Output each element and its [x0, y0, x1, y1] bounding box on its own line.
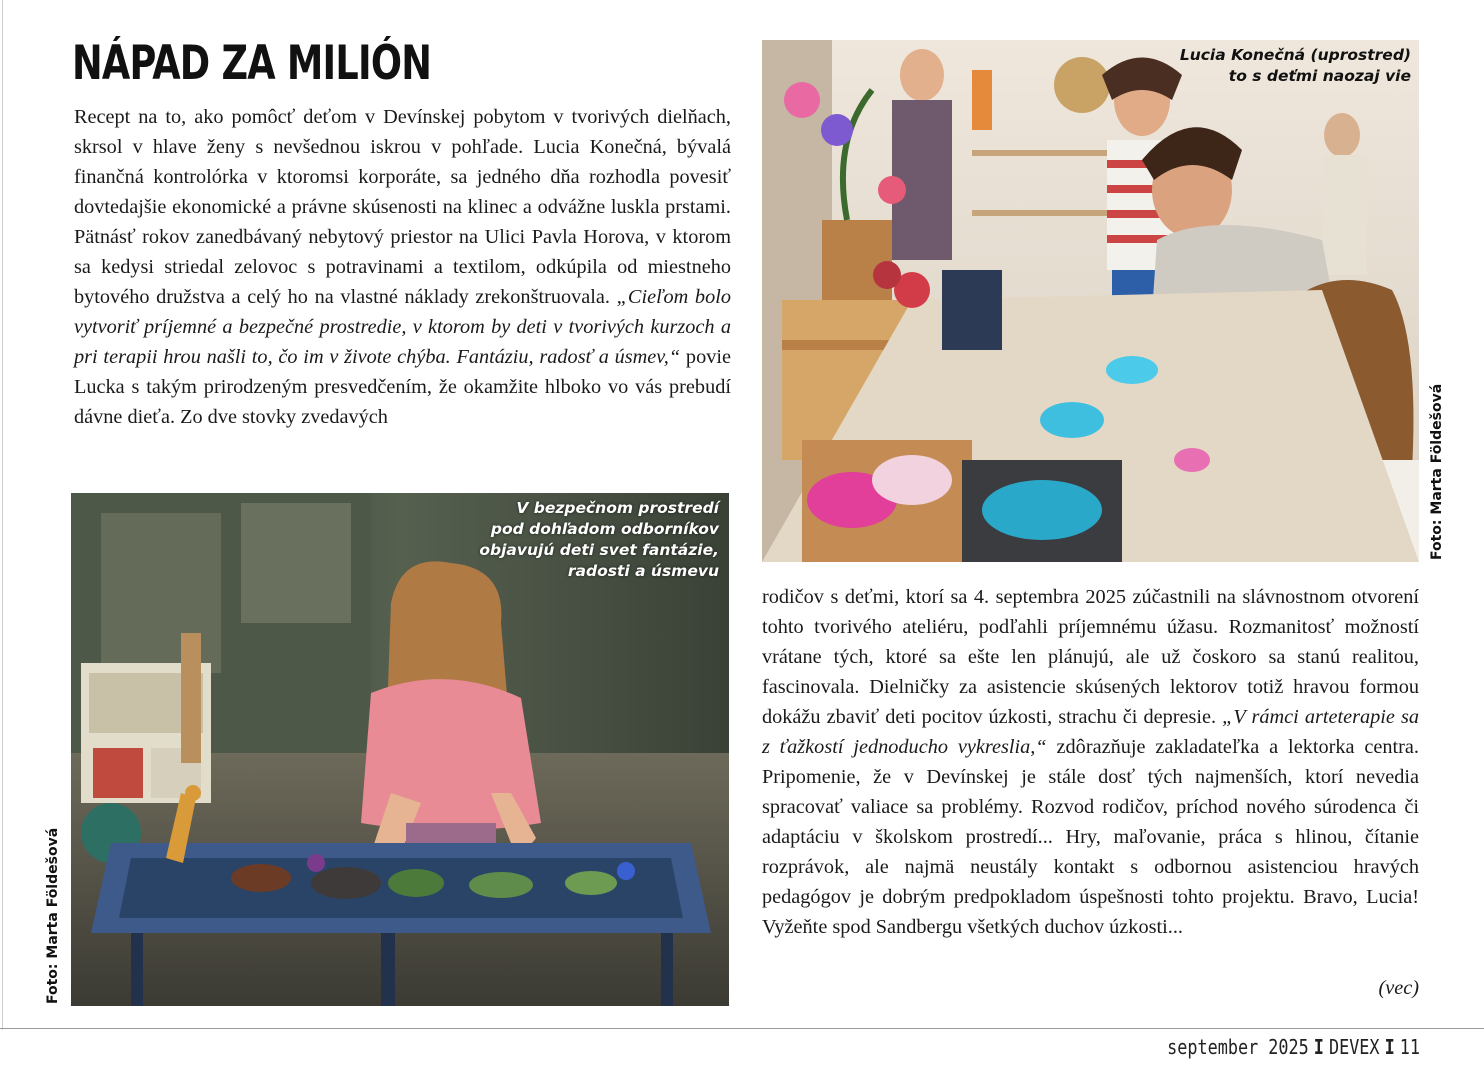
article-column-left [74, 102, 731, 432]
caption-line: radosti a úsmevu [567, 562, 719, 580]
photo-credit-right: Foto: Marta Földešová [1429, 383, 1445, 560]
footer-rule [0, 1028, 1484, 1029]
caption-line: V bezpečnom prostredí [516, 499, 719, 517]
photo-credit-left: Foto: Marta Földešová [45, 827, 61, 1004]
page-number: 11 [1399, 1035, 1420, 1059]
caption-line: to s deťmi naozaj vie [1228, 67, 1411, 85]
caption-line: Lucia Konečná (uprostred) [1179, 46, 1411, 64]
author-signature: (vec) [1378, 977, 1419, 999]
caption-line: pod dohľadom odborníkov [490, 520, 719, 538]
text-run: rodičov s deťmi, ktorí sa 4. septembra 2025 zúčastnili na slávnostnom otvorení tohto tvorivého ateliéru, podľahli príjemnému úžasu. Rozmanitosť možností vrátane tých, ktoré sa ešte len plánujú, ale už čoskoro sa stanú realitou, fascinovala. Dielničky za asistencie skúsených lektorov totiž hravou formou dokážu zbaviť deti pocitov úzkosti, strachu či depresie. [762, 586, 1419, 728]
article-column-right [762, 582, 1419, 942]
article-paragraph [74, 102, 731, 432]
text-run: povie Lucka s takým prirodzeným presvedčením, že okamžite hlboko vo vás prebudí dávne dieťa. Zo dve stovky zvedavých [74, 346, 731, 428]
footer-separator: I [1384, 1035, 1395, 1059]
page-footer [1167, 1035, 1420, 1059]
footer-separator: I [1313, 1035, 1324, 1059]
footer-magazine: DEVEX [1328, 1035, 1380, 1059]
page-edge-rule [2, 0, 3, 1030]
caption-line: objavujú deti svet fantázie, [479, 541, 719, 559]
text-run: zdôrazňuje zakladateľka a lektorka centra. Pripomenie, že v Devínskej je stále dosť tých najmenších, ktorí nevedia spracovať valiace sa problémy. Rozvod rodičov, príchod nového súrodenca či adaptáciu v školskom prostredí... Hry, maľovanie, práca s hlinou, čítanie rozprávok, ale najmä neustály kontakt s odbornou asistenciou hravých pedagógov je dobrým predpokladom úspešnosti tohto projektu. Bravo, Lucia! Vyžeňte spod Sandbergu všetkých duchov úzkosti... [762, 736, 1419, 938]
photo-caption-right [1180, 45, 1411, 87]
article-paragraph [762, 582, 1419, 942]
photo-caption-left [479, 498, 719, 582]
article-title: NÁPAD ZA MILIÓN [72, 36, 432, 91]
photo-illustration [762, 40, 1419, 562]
photo-craft-workshop [762, 40, 1419, 562]
quote: „Cieľom bolo vytvoriť príjemné a bezpečné prostredie, v ktorom by deti v tvorivých kurzoch a pri terapii hrou našli to, čo im v živote chýba. Fantáziu, radosť a úsmev,“ [74, 286, 731, 368]
text-run: Recept na to, ako pomôcť deťom v Devínskej pobytom v tvorivých dielňach, skrsol v hlave ženy s nevšednou iskrou v pohľade. Lucia Konečná, bývalá finančná kontrolórka v ktoromsi korporáte, sa jedného dňa rozhodla povesiť dovtedajšie ekonomické a právne skúsenosti na klinec a odvážne luskla prstami. Pätnásť rokov zanedbávaný nebytový priestor na Ulici Pavla Horova, v ktorom sa kedysi striedal zelovoc s potravinami a textilom, odkúpila od miestneho bytového družstva a celý ho na vlastné náklady zrekonštruovala. [74, 106, 731, 308]
quote: „V rámci arteterapie sa z ťažkostí jednoducho vykreslia,“ [762, 706, 1419, 758]
photo-girl-play-table [71, 493, 729, 1006]
footer-month: september 2025 [1167, 1035, 1309, 1059]
